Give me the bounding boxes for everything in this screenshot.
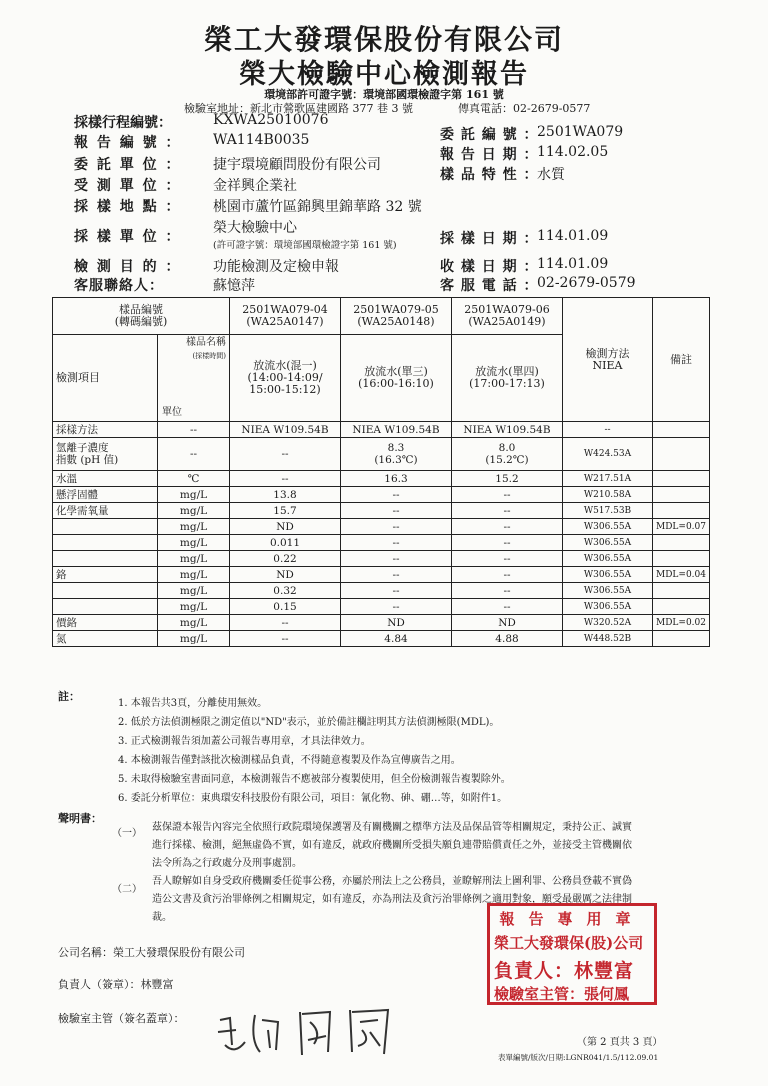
stamp-line-2: 榮工大發環保(股)公司 xyxy=(494,934,644,952)
item-name xyxy=(53,535,158,551)
name-unit-header xyxy=(158,335,230,422)
item-name: 化學需氧量 xyxy=(53,503,158,519)
lab-address: 檢驗室地址：新北市鶯歌區建國路 377 巷 3 號 xyxy=(184,102,413,115)
unit: mg/L xyxy=(158,567,230,583)
unit-header: 單位 xyxy=(162,407,182,418)
sample-no-header xyxy=(53,298,230,335)
table-row xyxy=(53,583,710,599)
method: W217.51A xyxy=(563,471,653,487)
sampler-license: (許可證字號：環境部國環檢證字第 161 號) xyxy=(213,240,397,251)
table-row xyxy=(53,551,710,567)
value-sample-1: ND xyxy=(230,519,341,535)
note-5: 5. 未取得檢驗室書面同意，本檢測報告不應被部分複製使用，但全份檢測報告複製除外。 xyxy=(118,774,511,785)
remark xyxy=(653,471,710,487)
note-2: 2. 低於方法偵測極限之測定值以"ND"表示，並於備註欄註明其方法偵測極限(MDL)。 xyxy=(118,717,500,728)
receive-date-label: 收 樣 日 期 ： xyxy=(440,259,539,275)
tested-unit: 金祥興企業社 xyxy=(213,178,297,194)
sampling-no: KXWA25010076 xyxy=(213,112,329,128)
commission-no-label: 委 託 編 號 ： xyxy=(440,127,539,143)
handwritten-signature xyxy=(210,1000,410,1060)
table-row xyxy=(53,422,710,438)
note-3: 3. 正式檢測報告須加蓋公司報告專用章，才具法律效力。 xyxy=(118,736,371,747)
header-row-sample-no xyxy=(53,298,710,335)
value-sample-3: -- xyxy=(452,567,563,583)
value-sample-1: ND xyxy=(230,567,341,583)
unit: -- xyxy=(158,438,230,471)
sampler-label: 採 樣 單 位 ： xyxy=(74,229,182,245)
value-sample-2: -- xyxy=(341,583,452,599)
value-sample-2: -- xyxy=(341,551,452,567)
value-sample-2: -- xyxy=(341,503,452,519)
report-stamp xyxy=(487,903,657,1005)
sample-3-name: 放流水(單四) xyxy=(475,365,539,378)
remark xyxy=(653,438,710,471)
table-row xyxy=(53,471,710,487)
item-name xyxy=(53,599,158,615)
stamp-line-4: 檢驗室主管：張何鳳 xyxy=(494,985,630,1003)
unit: mg/L xyxy=(158,487,230,503)
tested-unit-label: 受 測 單 位 ： xyxy=(74,178,182,194)
table-row xyxy=(53,567,710,583)
owner-line: 負責人（簽章）：林豐富 xyxy=(58,978,174,991)
value-sample-2: NIEA W109.54B xyxy=(341,422,452,438)
remark xyxy=(653,631,710,647)
statement-1-line-3: 法令所為之行政處分及刑事處罰。 xyxy=(152,858,302,869)
remark xyxy=(653,487,710,503)
table-row xyxy=(53,599,710,615)
client-label: 委 託 單 位 ： xyxy=(74,157,182,173)
item-name xyxy=(53,519,158,535)
value-sample-1: -- xyxy=(230,615,341,631)
item-name: 氮 xyxy=(53,631,158,647)
report-title: 榮大檢驗中心檢測報告 xyxy=(239,59,529,90)
remark xyxy=(653,535,710,551)
method: W320.52A xyxy=(563,615,653,631)
item-name-line-2: 指數 (pH 值) xyxy=(56,454,119,466)
sample-3-no-cell xyxy=(452,298,563,335)
remark xyxy=(653,599,710,615)
remark xyxy=(653,422,710,438)
method: -- xyxy=(563,422,653,438)
client-name: 捷宇環境顧問股份有限公司 xyxy=(213,157,381,173)
value-sample-3: -- xyxy=(452,519,563,535)
sample-3-code: (WA25A0149) xyxy=(468,315,546,328)
remark xyxy=(653,583,710,599)
value-sample-2: -- xyxy=(341,487,452,503)
purpose-label: 檢 測 目 的 ： xyxy=(74,259,182,275)
note-6: 6. 委託分析單位：東典環安科技股份有限公司，項目：氰化物、砷、硼…等，如附件1。 xyxy=(118,793,508,804)
sample-1-time: (14:00-14:09/ xyxy=(247,371,323,384)
method: W448.52B xyxy=(563,631,653,647)
value-sample-1: -- xyxy=(230,438,341,471)
statement-1-line-2: 進行採樣、檢測，絕無虛偽不實，如有違反，就政府機關所受損失願負連帶賠償責任之外，並接受主管機關依 xyxy=(152,840,632,851)
table-row xyxy=(53,487,710,503)
table-row xyxy=(53,438,710,471)
item-name-line-1: 氫離子濃度 xyxy=(56,442,109,454)
table-row xyxy=(53,535,710,551)
value-sample-2: 16.3 xyxy=(341,471,452,487)
note-1: 1. 本報告共3頁，分離使用無效。 xyxy=(118,698,268,709)
stamp-line-3: 負責人：林豐富 xyxy=(494,960,635,982)
method-header-label: 檢測方法 xyxy=(585,346,630,360)
value-sample-3: -- xyxy=(452,503,563,519)
form-number: 表單編號/版次/日期:LGNR041/1.5/112.09.01 xyxy=(498,1053,659,1062)
value-sample-1: 13.8 xyxy=(230,487,341,503)
sample-2-name: 放流水(單三) xyxy=(364,365,428,378)
unit: mg/L xyxy=(158,519,230,535)
sample-name-header: 樣品名稱 xyxy=(186,337,226,348)
value-sample-2: ND xyxy=(341,615,452,631)
note-4: 4. 本檢測報告僅對該批次檢測樣品負責，不得隨意複製及作為宣傳廣告之用。 xyxy=(118,755,461,766)
value-sample-2: -- xyxy=(341,519,452,535)
method: W306.55A xyxy=(563,583,653,599)
unit: mg/L xyxy=(158,583,230,599)
site-label: 採 樣 地 點 ： xyxy=(74,199,182,215)
value-sample-3: -- xyxy=(452,583,563,599)
results-table xyxy=(52,297,710,647)
value-sample-2-temp: (16.3℃) xyxy=(374,454,418,466)
value-sample-1: 0.011 xyxy=(230,535,341,551)
sample-1-no-cell xyxy=(230,298,341,335)
value-sample-3: -- xyxy=(452,535,563,551)
item-name xyxy=(53,438,158,471)
table-row xyxy=(53,503,710,519)
unit: mg/L xyxy=(158,535,230,551)
value-sample-3: 15.2 xyxy=(452,471,563,487)
receive-date: 114.01.09 xyxy=(537,256,609,272)
sampling-site: 桃園市蘆竹區錦興里錦華路 32 號 xyxy=(213,199,422,215)
sample-1-code: (WA25A0147) xyxy=(246,315,324,328)
sample-3-time: (17:00-17:13) xyxy=(469,377,545,390)
supervisor-line: 檢驗室主管（簽名蓋章）： xyxy=(58,1012,185,1025)
sample-type: 水質 xyxy=(537,167,565,183)
value-sample-3: -- xyxy=(452,487,563,503)
method: W306.55A xyxy=(563,551,653,567)
report-date-label: 報 告 日 期 ： xyxy=(440,147,539,163)
report-no: WA114B0035 xyxy=(213,132,310,148)
remark: MDL=0.04 xyxy=(653,567,710,583)
sampler-name: 榮大檢驗中心 xyxy=(213,220,297,236)
unit: mg/L xyxy=(158,503,230,519)
table-row xyxy=(53,519,710,535)
sample-1-name: 放流水(混一) xyxy=(253,359,317,372)
sample-type-label: 樣 品 特 性 ： xyxy=(440,167,539,183)
method-header-sub: NIEA xyxy=(592,358,623,372)
method: W210.58A xyxy=(563,487,653,503)
sample-1-no: 2501WA079-04 xyxy=(242,303,328,316)
sampling-date: 114.01.09 xyxy=(537,228,609,244)
value-sample-2: -- xyxy=(341,599,452,615)
statement-1-line-1: 茲保證本報告內容完全依照行政院環境保護署及有關機關之標準方法及品保品管等相關規定，秉持公正、誠實 xyxy=(152,822,632,833)
sampling-date-label: 採 樣 日 期 ： xyxy=(440,231,539,247)
value-sample-3: 4.88 xyxy=(452,631,563,647)
value-sample-1: -- xyxy=(230,631,341,647)
value-sample-3: -- xyxy=(452,599,563,615)
method: W306.55A xyxy=(563,599,653,615)
contact-name: 蘇憶萍 xyxy=(213,278,255,294)
method-header xyxy=(563,298,653,422)
value-sample-3: NIEA W109.54B xyxy=(452,422,563,438)
remark: MDL=0.07 xyxy=(653,519,710,535)
sample-2-no-cell xyxy=(341,298,452,335)
sample-time-header: (採樣時間) xyxy=(192,352,226,360)
item-header: 檢測項目 xyxy=(53,335,158,422)
statement-label: 聲明書： xyxy=(58,812,102,825)
sample-3-no: 2501WA079-06 xyxy=(464,303,550,316)
page-number: （第 2 頁共 3 頁） xyxy=(577,1037,663,1048)
item-name: 水溫 xyxy=(53,471,158,487)
table-row xyxy=(53,631,710,647)
value-sample-3: -- xyxy=(452,551,563,567)
purpose: 功能檢測及定檢申報 xyxy=(213,259,339,275)
remark xyxy=(653,551,710,567)
report-no-label: 報 告 編 號 ： xyxy=(74,135,182,151)
method: W306.55A xyxy=(563,519,653,535)
item-name: 採樣方法 xyxy=(53,422,158,438)
value-sample-3: ND xyxy=(452,615,563,631)
stamp-line-1: 報告專用章 xyxy=(499,910,645,928)
value-sample-1: 0.15 xyxy=(230,599,341,615)
sample-2-no: 2501WA079-05 xyxy=(353,303,439,316)
service-phone-label: 客 服 電 話 ： xyxy=(440,278,539,294)
contact-label: 客服聯絡人： xyxy=(74,278,164,294)
statement-2-line-2: 造公文書及貪污治罪條例之相關規定，如有違反，亦為刑法及貪污治罪條例之適用對象，願受最嚴厲之法律制 xyxy=(152,894,632,905)
unit: -- xyxy=(158,422,230,438)
sample-3-name-cell xyxy=(452,335,563,422)
sample-1-time-2: 15:00-15:12) xyxy=(249,383,321,396)
commission-no: 2501WA079 xyxy=(537,124,624,140)
item-name xyxy=(53,583,158,599)
value-sample-1: -- xyxy=(230,471,341,487)
value-sample-2: -- xyxy=(341,567,452,583)
sample-2-name-cell xyxy=(341,335,452,422)
value-sample-3 xyxy=(452,438,563,471)
value-sample-2 xyxy=(341,438,452,471)
statement-2-line-1: 吾人瞭解如自身受政府機關委任從事公務，亦屬於刑法上之公務員，並瞭解刑法上圖利罪、公務員登載不實偽 xyxy=(152,876,632,887)
table-row xyxy=(53,615,710,631)
sample-2-time: (16:00-16:10) xyxy=(358,377,434,390)
notes-label: 註： xyxy=(58,690,80,703)
method: W424.53A xyxy=(563,438,653,471)
item-name xyxy=(53,551,158,567)
unit: mg/L xyxy=(158,615,230,631)
company-name-line: 公司名稱：榮工大發環保股份有限公司 xyxy=(58,946,245,959)
item-name: 懸浮固體 xyxy=(53,487,158,503)
method: W517.53B xyxy=(563,503,653,519)
service-phone: 02-2679-0579 xyxy=(537,275,636,291)
value-sample-2: -- xyxy=(341,535,452,551)
value-sample-1: 0.22 xyxy=(230,551,341,567)
value-sample-3-temp: (15.2℃) xyxy=(485,454,529,466)
remark-header: 備註 xyxy=(653,298,710,422)
fax-number: 傳真電話：02-2679-0577 xyxy=(458,102,591,115)
unit: mg/L xyxy=(158,599,230,615)
method: W306.55A xyxy=(563,535,653,551)
statement-1-number: （一） xyxy=(112,828,142,839)
value-sample-1: 0.32 xyxy=(230,583,341,599)
sample-no-header-label: 樣品編號 xyxy=(119,303,163,316)
item-name: 價鉻 xyxy=(53,615,158,631)
sample-2-code: (WA25A0148) xyxy=(357,315,435,328)
statement-2-line-3: 裁。 xyxy=(152,912,172,923)
method: W306.55A xyxy=(563,567,653,583)
barcode-header-label: (轉碼編號) xyxy=(114,315,168,328)
unit: mg/L xyxy=(158,631,230,647)
statement-2-number: （二） xyxy=(112,884,142,895)
remark xyxy=(653,503,710,519)
sampling-no-label: 採樣行程編號： xyxy=(74,115,172,131)
value-sample-2: 4.84 xyxy=(341,631,452,647)
remark: MDL=0.02 xyxy=(653,615,710,631)
license-line: 環境部許可證字號：環境部國環檢證字第 161 號 xyxy=(264,88,504,101)
value-sample-2-main: 8.3 xyxy=(387,442,405,454)
report-date: 114.02.05 xyxy=(537,144,609,160)
sample-1-name-cell xyxy=(230,335,341,422)
unit: ℃ xyxy=(158,471,230,487)
company-title: 榮工大發環保股份有限公司 xyxy=(203,23,564,56)
item-name: 鉻 xyxy=(53,567,158,583)
value-sample-1: 15.7 xyxy=(230,503,341,519)
value-sample-1: NIEA W109.54B xyxy=(230,422,341,438)
unit: mg/L xyxy=(158,551,230,567)
value-sample-3-main: 8.0 xyxy=(498,442,516,454)
